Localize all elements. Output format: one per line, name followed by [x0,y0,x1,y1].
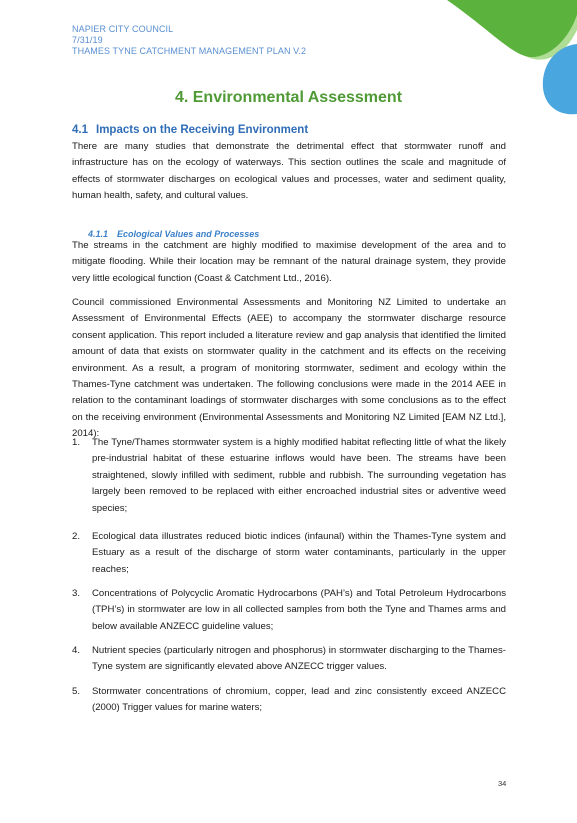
section-heading [72,124,308,136]
list-item [72,435,506,517]
section-title-text: Impacts on the Receiving Environment [96,124,309,136]
list-item-text: Ecological data illustrates reduced biotic indices (infaunal) within the Thames-Tyne system and Estuary as a result of the discharge of storm water contaminants, particularly in the upper reaches; [92,531,506,575]
subsection-title-text: Ecological Values and Processes [117,229,260,239]
list-marker: 5. [72,686,81,697]
list-item [72,586,506,635]
list-item [72,684,506,717]
list-item-text: Nutrient species (particularly nitrogen and phosphorus) in stormwater discharging to the Thames-Tyne system are significantly elevated above ANZECC trigger values. [92,645,506,673]
list-item [72,529,506,578]
list-marker: 2. [72,531,81,542]
list-marker: 1. [72,437,81,448]
document-header [72,24,306,57]
list-item-text: The Tyne/Thames stormwater system is a highly modified habitat reflecting little of what the likely pre-industrial habitat of these estuarine inflows would have been. The streams have been straightened, slowly infilled with sediment, rubble and rubbish. The surrounding vegetation has largely been removed to be replaced with either encroached industrial sites or adventive weed species; [92,437,506,514]
section-paragraph: There are many studies that demonstrate the detrimental effect that stormwater runoff and infrastructure has on the ecology of waterways. This section outlines the scale and magnitude of effects of stormwater discharges on ecological values and processes, water and sediment quality, human health, safety, and cultural values. [72,141,506,202]
page-number: 34 [498,779,507,788]
header-org: NAPIER CITY COUNCIL [72,24,174,34]
list-item-text: Concentrations of Polycyclic Aromatic Hydrocarbons (PAH’s) and Total Petroleum Hydrocarbons (TPH’s) in stormwater are low in all collected samples from both the Tyne and Thames arms and below available ANZECC guideline values; [92,588,506,632]
list-marker: 4. [72,645,81,656]
header-date: 7/31/19 [72,35,103,45]
list-item [72,643,506,676]
section-number: 4.1 [72,124,88,136]
chapter-title: 4. Environmental Assessment [174,89,403,106]
subsection-number: 4.1.1 [88,229,109,239]
list-marker: 3. [72,588,81,599]
list-item-text: Stormwater concentrations of chromium, copper, lead and zinc consistently exceed ANZECC (2000) Trigger values for marine waters; [92,686,506,714]
subsection-paragraph-2: Council commissioned Environmental Assessments and Monitoring NZ Limited to undertake an Assessment of Environmental Effects (AEE) to accompany the stormwater discharge resource consent application. This report included a literature review and gap analysis that identified the limited amount of data that exists on stormwater quality in the catchment and its effects on the receiving environment. As a result, a program of monitoring stormwater, sediment and ecology within the Thames-Tyne catchment was undertaken. The following conclusions were made in the 2014 AEE in relation to the contaminant loadings of stormwater discharges with some conclusions as to the effect on the receiving environment (Environmental Assessments and Monitoring NZ Limited [EAM NZ Ltd.], 2014): [72,297,506,440]
header-doc-title: THAMES TYNE CATCHMENT MANAGEMENT PLAN V.2 [72,46,307,56]
subsection-paragraph-1: The streams in the catchment are highly modified to maximise development of the area and to mitigate flooding. While their location may be remnant of the natural drainage system, they provide very little ecological function (Coast & Catchment Ltd., 2016). [72,240,506,284]
